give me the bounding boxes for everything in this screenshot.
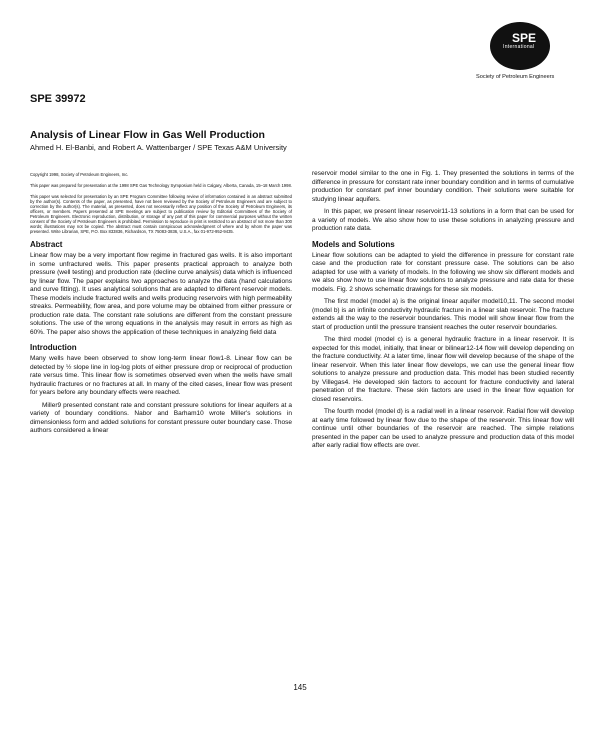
models-paragraph-3: The third model (model c) is a general hydraulic fracture in a linear reservoir. It is expected for this model, initially, that linear or bilinear12-14 flow will develop depending on the fracture conductivity. At a later time, linear flow will develop because of the shape of the linear reservoir. When this later linear flow develops, we can use the general linear flow solutions to analyze pressure and production data. This model has been studied recently by Villegas4. He developed skin factors to account for fracture conductivity and lateral penetration of the fracture. These skin factors are used in the linear flow equation for closed reservoirs.	[312, 336, 574, 403]
introduction-heading: Introduction	[30, 343, 77, 352]
selection-notice: This paper was selected for presentation by an SPE Program Committee following review of information contained in an abstract submitted by the author(s). Contents of the paper, as presented, have not been reviewed by the Society of Petroleum Engineers and are subject to correction by the author(s). The material, as presented, does not necessarily reflect any position of the Society of Petroleum Engineers, its officers, or members. Papers presented at SPE meetings are subject to publication review by Editorial Committees of the Society of Petroleum Engineers. Electronic reproduction, distribution, or storage of any part of this paper for commercial purposes without the written consent of the Society of Petroleum Engineers is prohibited. Permission to reproduce in print is restricted to an abstract of not more than 300 words; illustrations may not be copied. The abstract must contain conspicuous acknowledgment of where and by whom the paper was presented. Write Librarian, SPE, P.O. Box 833836, Richardson, TX 75083-3836, U.S.A., fax 01-972-952-9435.	[30, 194, 292, 234]
introduction-paragraph-2: Miller9 presented constant rate and constant pressure solutions for linear aquifers at a variety of boundary conditions. Nabor and Barham10 wrote Miller's solutions in dimensionless form and added solutions for constant pressure outer boundary case. Those authors considered a linear	[30, 401, 292, 434]
right-paragraph-1: reservoir model similar to the one in Fig. 1. They presented the solutions in terms of the difference in pressure for constant rate inner boundary condition and in terms of cumulative production for constant pwf inner boundary condition. Their solutions were suitable for studying linear aquifers.	[312, 170, 574, 203]
prepared-note: This paper was prepared for presentation at the 1998 SPE Gas Technology Symposium held in Calgary, Alberta, Canada, 15–18 March 1998.	[30, 183, 292, 188]
paper-authors: Ahmed H. El-Banbi, and Robert A. Wattenbarger / SPE Texas A&M University	[30, 143, 287, 152]
paper-number: SPE 39972	[30, 93, 86, 105]
right-column	[312, 170, 574, 451]
page-number: 145	[293, 683, 307, 692]
spe-logo-text: SPE	[511, 31, 536, 45]
copyright-line: Copyright 1998, Society of Petroleum Engineers, Inc.	[30, 172, 129, 177]
introduction-paragraph-1: Many wells have been observed to show long-term linear flow1-8. Linear flow can be detected by ½ slope line in log-log plots of either pressure drop or reciprocal of production rate versus time. This linear flow is sometimes observed even when the wells have small hydraulic fractures or no fractures at all. In many of the cited cases, linear flow was present for years before any boundary effects were reached.	[30, 355, 292, 396]
abstract-text: Linear flow may be a very important flow regime in fractured gas wells. It is also important in some unfractured wells. This paper presents practical approach to analyze both pressure (well testing) and production rate (decline curve analysis) data which is influenced by linear flow. The paper explains two approaches to analyze the data (hand calculations and curve fitting). It uses analytical solutions that are adapted to different reservoir models. These models include fractured wells and wells producing reservoirs with high permeability streaks. Permeability, flow area, and pore volume may be obtained from either pressure or production rate data. The constant rate solutions are different from the constant pressure solutions. The use of the wrong equations in the analysis may result in errors as high as 60%. The paper also shows the application of these techniques in analyzing field data	[30, 252, 292, 336]
right-paragraph-2: In this paper, we present linear reservoir11-13 solutions in a form that can be used for a variety of models. We also show how to use these solutions in analyzing pressure and production rate data.	[312, 208, 574, 232]
models-paragraph-4: The fourth model (model d) is a radial well in a linear reservoir. Radial flow will develop at early time followed by linear flow due to the shape of the reservoir. This linear flow will continue until other boundaries of the reservoir are reached. The simple relations presented in the paper can be used to analyze pressure and production data of this model after early radial flow effects are over.	[312, 408, 574, 449]
abstract-heading: Abstract	[30, 240, 63, 249]
models-heading: Models and Solutions	[312, 239, 395, 249]
spe-logo-caption: Society of Petroleum Engineers	[476, 74, 555, 80]
models-paragraph-1: Linear flow solutions can be adapted to yield the difference in pressure for constant rate case and the production rate for constant pressure case. The solutions can be also adapted for use with a variety of models. In the following we show six different models and we also show how to use linear flow solutions to analyze pressure and rate data for these models. Fig. 2 shows schematic drawings for these six models.	[312, 251, 574, 293]
models-paragraph-2: The first model (model a) is the original linear aquifer model10,11. The second model (model b) is an infinite conductivity hydraulic fracture in a linear slab reservoir. The fracture extends all the way to the reservoir boundaries. This model will show linear flow from the start of production until the pressure transient reaches the outer reservoir boundaries.	[312, 298, 574, 331]
spe-logo-subtext: International	[503, 44, 535, 50]
paper-title: Analysis of Linear Flow in Gas Well Production	[30, 129, 265, 141]
left-column	[30, 172, 292, 436]
